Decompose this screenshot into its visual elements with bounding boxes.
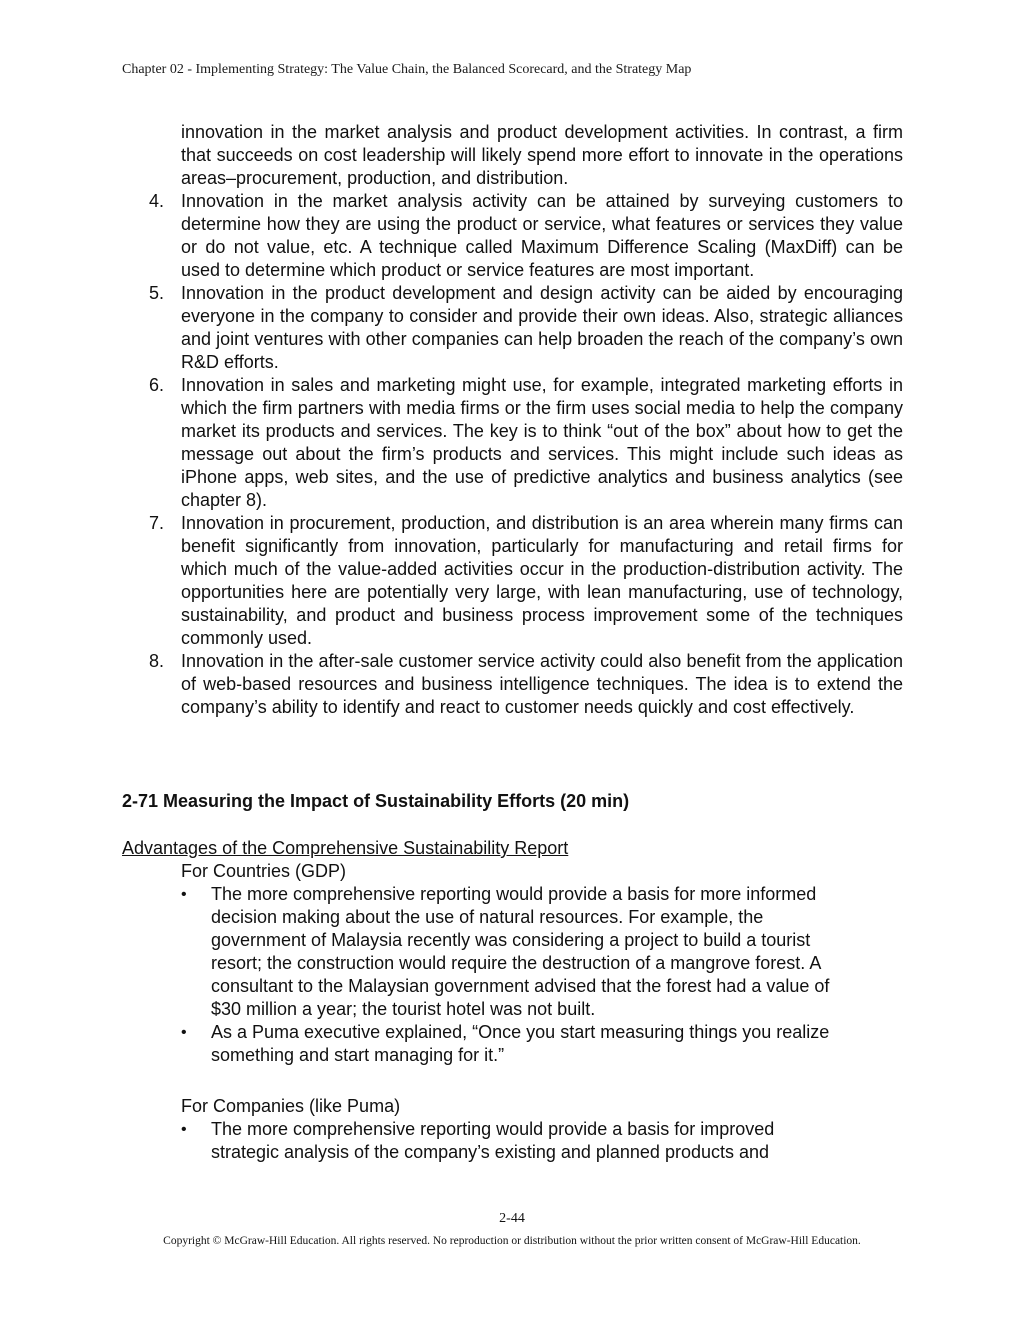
section-heading: 2-71 Measuring the Impact of Sustainability Efforts (20 min) (122, 791, 630, 811)
list-item (149, 512, 903, 650)
bullet-item (181, 1021, 911, 1067)
bullet-icon: • (181, 1024, 187, 1041)
numbered-list (149, 190, 903, 719)
bullet-line: The more comprehensive reporting would provide a basis for more informed (211, 884, 817, 904)
advantages-heading: Advantages of the Comprehensive Sustainability Report (122, 838, 569, 858)
page-number: 2-44 (499, 1211, 525, 1226)
list-item (149, 282, 903, 374)
bullet-icon: • (181, 1121, 187, 1138)
bullet-list-countries (181, 883, 911, 1067)
item-text: Innovation in the product development and design activity can be aided by encouraging everyone in the company to consider and provide their own ideas. Also, strategic alliances and joint ventures with other companies can help broaden the reach of the company’s own R&D efforts. (181, 283, 903, 372)
subheading-countries: For Countries (GDP) (181, 861, 347, 881)
bullet-line: resort; the construction would require the destruction of a mangrove forest. A (211, 953, 822, 973)
bullet-line: $30 million a year; the tourist hotel was not built. (211, 999, 596, 1019)
bullet-line: The more comprehensive reporting would provide a basis for improved (211, 1119, 775, 1139)
bullet-text (211, 1021, 911, 1067)
item-text: Innovation in sales and marketing might use, for example, integrated marketing efforts in which the firm partners with media firms or the firm uses social media to help the company market its products and services. The key is to think “out of the box” about how to get the message out about the firm’s products and services. This might include such ideas as iPhone apps, web sites, and the use of predictive analytics and business analytics (see chapter 8). (181, 375, 903, 510)
copyright-footer: Copyright © McGraw-Hill Education. All rights reserved. No reproduction or distribution without the prior written consent of McGraw-Hill Education. (163, 1235, 861, 1247)
bullet-line: As a Puma executive explained, “Once you start measuring things you realize (211, 1022, 830, 1042)
list-item (149, 374, 903, 512)
bullet-item (181, 883, 911, 1021)
list-item (149, 190, 903, 282)
item-number: 4. (149, 191, 165, 211)
bullet-line: something and start managing for it.” (211, 1045, 505, 1065)
list-item (149, 650, 903, 719)
subheading-companies: For Companies (like Puma) (181, 1096, 401, 1116)
bullet-line: government of Malaysia recently was considering a project to build a tourist (211, 930, 811, 950)
item-number: 8. (149, 651, 165, 671)
item-text: Innovation in the after-sale customer service activity could also benefit from the application of web-based resources and business intelligence techniques. The idea is to extend the company’s ability to identify and react to customer needs quickly and cost effectively. (181, 651, 903, 717)
bullet-icon: • (181, 886, 187, 903)
bullet-text (211, 1118, 911, 1164)
bullet-line: consultant to the Malaysian government advised that the forest had a value of (211, 976, 830, 996)
continuation-paragraph: innovation in the market analysis and product development activities. In contrast, a firm that succeeds on cost leadership will likely spend more effort to innovate in the operations areas–procurement, production, and distribution. (181, 122, 903, 188)
item-number: 5. (149, 283, 165, 303)
item-number: 7. (149, 513, 165, 533)
running-header: Chapter 02 - Implementing Strategy: The Value Chain, the Balanced Scorecard, and the Strategy Map (122, 62, 692, 77)
bullet-list-companies (181, 1118, 911, 1164)
bullet-line: decision making about the use of natural resources. For example, the (211, 907, 764, 927)
bullet-text (211, 883, 911, 1021)
item-text: Innovation in procurement, production, and distribution is an area wherein many firms can benefit significantly from innovation, particularly for manufacturing and retail firms for which much of the value-added activities occur in the production-distribution activity. The opportunities here are potentially very large, with lean manufacturing, use of technology, sustainability, and product and business process improvement some of the techniques commonly used. (181, 513, 903, 648)
item-text: Innovation in the market analysis activity can be attained by surveying customers to determine how they are using the product or service, what features or services they value or do not value, etc. A technique called Maximum Difference Scaling (MaxDiff) can be used to determine which product or service features are most important. (181, 191, 903, 280)
bullet-item (181, 1118, 911, 1164)
bullet-line: strategic analysis of the company’s existing and planned products and (211, 1142, 770, 1162)
item-number: 6. (149, 375, 165, 395)
